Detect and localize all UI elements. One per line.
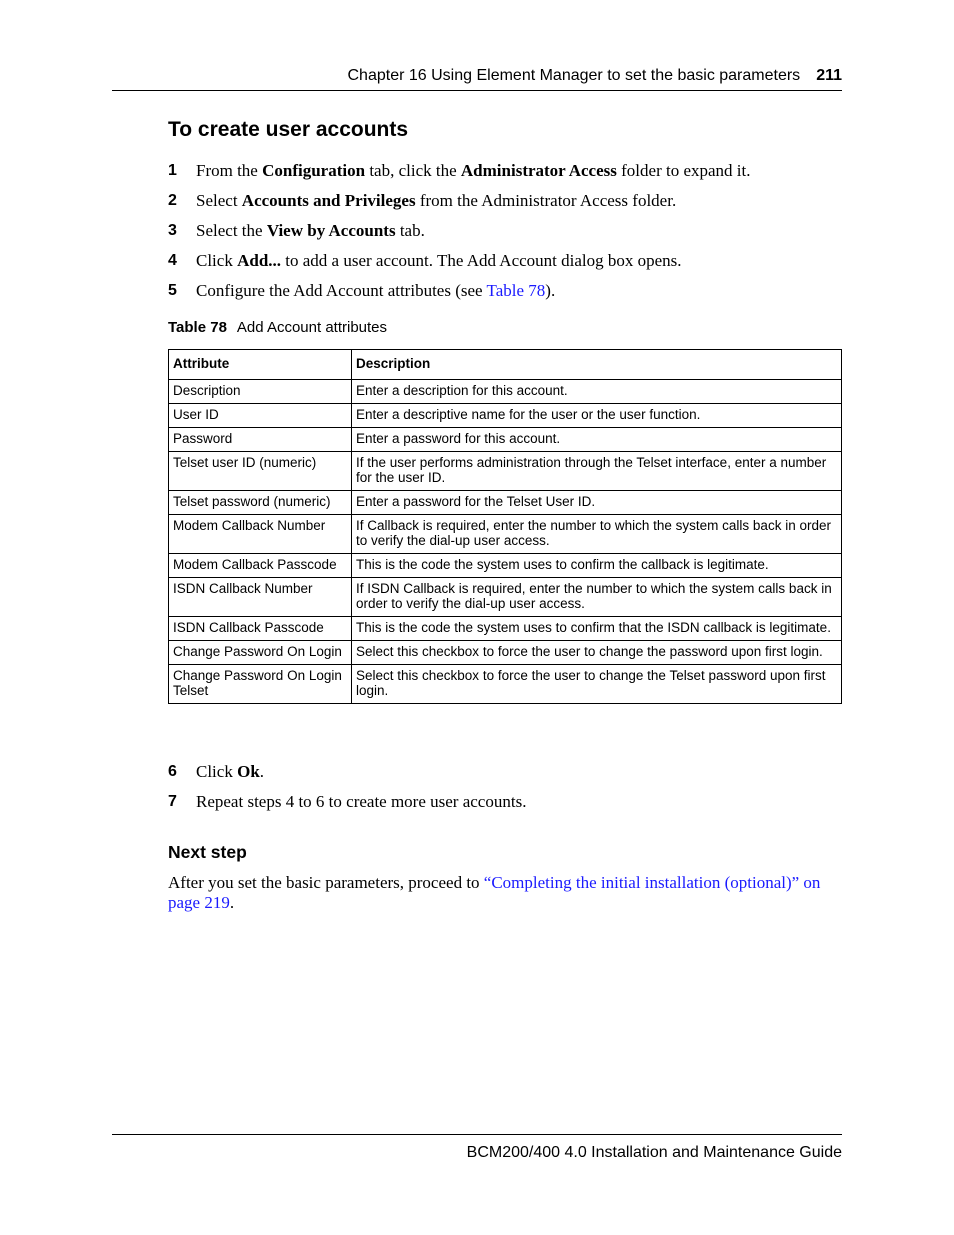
column-header-attribute: Attribute: [169, 350, 352, 380]
attribute-cell: Password: [169, 428, 352, 452]
description-cell: Enter a description for this account.: [352, 380, 842, 404]
header-rule: [112, 90, 842, 91]
description-cell: If ISDN Callback is required, enter the number to which the system calls back in order to verify the dial-up user access.: [352, 578, 842, 617]
attribute-cell: Telset password (numeric): [169, 491, 352, 515]
column-header-description: Description: [352, 350, 842, 380]
ui-term: Add...: [237, 251, 282, 270]
attribute-cell: Modem Callback Number: [169, 515, 352, 554]
footer-rule: [112, 1134, 842, 1135]
step-number: 5: [168, 282, 177, 299]
step-5: 5 Configure the Add Account attributes (see Table 78).: [168, 279, 848, 309]
step-2: 2 Select Accounts and Privileges from the Administrator Access folder.: [168, 189, 848, 219]
step-1: 1 From the Configuration tab, click the Administrator Access folder to expand it.: [168, 159, 848, 189]
table-78-link[interactable]: Table 78: [486, 281, 546, 300]
next-step-heading: Next step: [168, 842, 247, 862]
ui-term: View by Accounts: [266, 221, 396, 240]
table-row: [169, 515, 842, 554]
ui-term: Administrator Access: [460, 161, 617, 180]
description-cell: Select this checkbox to force the user to change the Telset password upon first login.: [352, 665, 842, 704]
description-cell: Enter a password for this account.: [352, 428, 842, 452]
table-row: [169, 491, 842, 515]
description-cell: Enter a password for the Telset User ID.: [352, 491, 842, 515]
ui-term: Ok: [237, 762, 260, 781]
step-number: 6: [168, 763, 177, 780]
step-7: 7 Repeat steps 4 to 6 to create more user accounts.: [168, 790, 848, 820]
description-cell: If the user performs administration through the Telset interface, enter a number for the user ID.: [352, 452, 842, 491]
attribute-cell: Modem Callback Passcode: [169, 554, 352, 578]
table-row: [169, 452, 842, 491]
step-number: 3: [168, 222, 177, 239]
attribute-cell: Telset user ID (numeric): [169, 452, 352, 491]
table-row: [169, 404, 842, 428]
attribute-cell: User ID: [169, 404, 352, 428]
procedure-steps-continued: [168, 760, 848, 820]
table-row: [169, 641, 842, 665]
step-4: 4 Click Add... to add a user account. The Add Account dialog box opens.: [168, 249, 848, 279]
step-number: 2: [168, 192, 177, 209]
table-row: [169, 380, 842, 404]
table-row: [169, 578, 842, 617]
ui-term: Configuration: [262, 161, 366, 180]
description-cell: This is the code the system uses to confirm that the ISDN callback is legitimate.: [352, 617, 842, 641]
attribute-cell: ISDN Callback Number: [169, 578, 352, 617]
ui-term: Accounts and Privileges: [241, 191, 416, 210]
table-label: Table 78: [168, 319, 227, 336]
procedure-steps: [168, 159, 848, 309]
page-number: 211: [816, 67, 842, 84]
table-row: [169, 665, 842, 704]
description-cell: If Callback is required, enter the number to which the system calls back in order to verify the dial-up user access.: [352, 515, 842, 554]
running-header: [112, 67, 842, 85]
attribute-cell: Description: [169, 380, 352, 404]
table-row: [169, 617, 842, 641]
attribute-cell: Change Password On Login: [169, 641, 352, 665]
chapter-title: Chapter 16 Using Element Manager to set the basic parameters: [347, 67, 801, 84]
table-row: [169, 428, 842, 452]
step-6: 6 Click Ok.: [168, 760, 848, 790]
description-cell: This is the code the system uses to confirm the callback is legitimate.: [352, 554, 842, 578]
table-header-row: [169, 350, 842, 380]
table-title: Add Account attributes: [236, 319, 388, 336]
step-number: 4: [168, 252, 177, 269]
running-footer: BCM200/400 4.0 Installation and Maintenance Guide: [466, 1144, 842, 1161]
section-title: To create user accounts: [168, 118, 409, 141]
description-cell: Select this checkbox to force the user to change the password upon first login.: [352, 641, 842, 665]
attribute-cell: Change Password On Login Telset: [169, 665, 352, 704]
step-3: 3 Select the View by Accounts tab.: [168, 219, 848, 249]
table-row: [169, 554, 842, 578]
add-account-attributes-table: [168, 349, 842, 704]
table-caption: [168, 319, 387, 336]
completing-installation-link[interactable]: “Completing the initial installation (optional)” on page 219: [168, 873, 821, 912]
attribute-cell: ISDN Callback Passcode: [169, 617, 352, 641]
step-number: 1: [168, 162, 177, 179]
table-body: [169, 380, 842, 704]
step-number: 7: [168, 793, 177, 810]
description-cell: Enter a descriptive name for the user or the user function.: [352, 404, 842, 428]
next-step-paragraph: After you set the basic parameters, proceed to “Completing the initial installation (optional)” on page 219.: [168, 873, 821, 912]
